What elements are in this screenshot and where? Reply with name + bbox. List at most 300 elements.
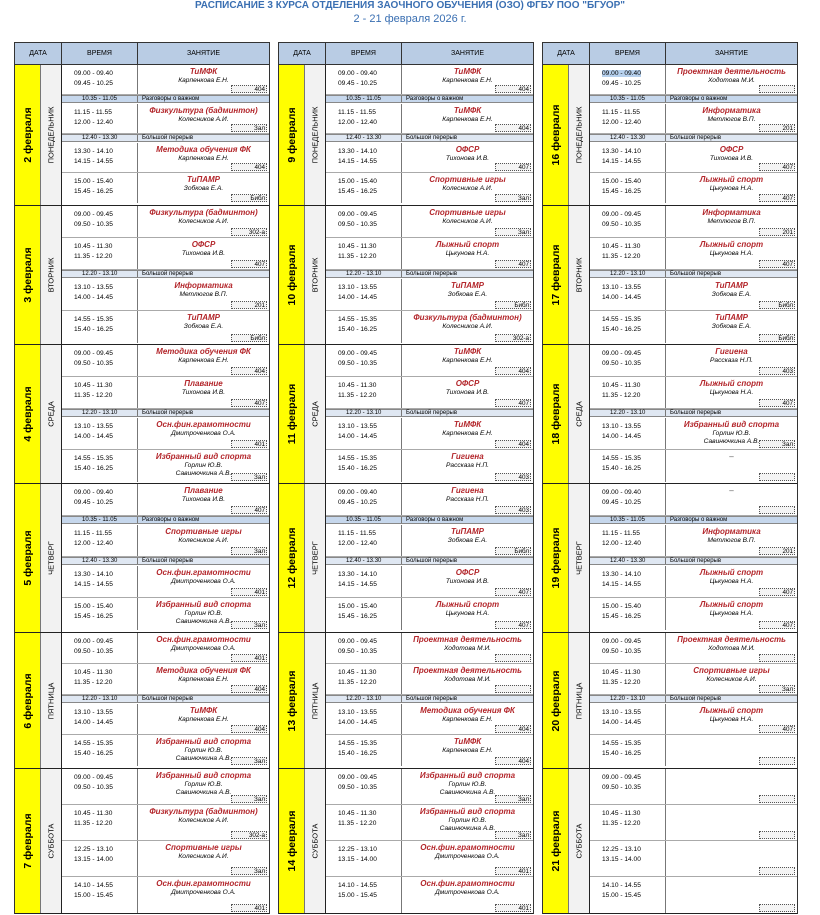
day-date-cell xyxy=(543,484,569,632)
slot-time: 14.55 - 15.35 15.40 - 16.25 xyxy=(62,311,138,343)
weekday-cell xyxy=(41,484,62,632)
day-block xyxy=(543,633,797,769)
room-cell: 201 xyxy=(759,124,795,132)
break-time: 12.20 - 13.10 xyxy=(62,410,138,416)
day-date-cell xyxy=(543,633,569,768)
class-slot xyxy=(62,104,269,134)
teacher-name: Ходотова М.И. xyxy=(444,645,491,652)
subject-name: Лыжный спорт xyxy=(699,706,764,715)
day-date-label: 2 февраля xyxy=(21,107,34,163)
room-cell: 407 xyxy=(495,163,531,171)
slot-time: 10.45 - 11.30 11.35 - 12.20 xyxy=(326,805,402,840)
slot-time: 09.00 - 09.45 09.50 - 10.35 xyxy=(326,769,402,804)
day-date-label: 4 февраля xyxy=(21,386,34,442)
class-slot xyxy=(590,877,797,913)
talk-band xyxy=(62,516,269,524)
column-header-date: ДАТА xyxy=(15,43,62,64)
talk-band xyxy=(326,95,533,103)
subject-name: Осн.фин.грамотности xyxy=(420,879,515,888)
day-block xyxy=(543,65,797,206)
slot-time: 13.10 - 13.55 14.00 - 14.45 xyxy=(326,279,402,310)
slot-time: 10.45 - 11.30 11.35 - 12.20 xyxy=(326,238,402,269)
break-label: Большой перерыв xyxy=(142,696,194,702)
slot-time: 09.00 - 09.45 09.50 - 10.35 xyxy=(590,769,666,804)
talk-band xyxy=(326,516,533,524)
room-cell: 407 xyxy=(759,260,795,268)
teacher-name: Карпенкова Е.Н. xyxy=(178,155,229,162)
date-range: 2 - 21 февраля 2026 г. xyxy=(353,13,467,25)
day-date-cell xyxy=(15,633,41,768)
break-band xyxy=(590,557,797,565)
teacher-name: Зобкова Е.А. xyxy=(711,291,752,298)
subject-name: Избранный вид спорта xyxy=(155,737,252,746)
weekday-label: ВТОРНИК xyxy=(46,257,56,293)
room-cell: 302-а xyxy=(231,831,267,839)
teacher-name: Колесников А.И. xyxy=(178,817,229,824)
slot-time: 11.15 - 11.55 12.00 - 12.40 xyxy=(62,104,138,133)
subject-name: Осн.фин.грамотности xyxy=(420,843,515,852)
slot-time: 13.30 - 14.10 14.15 - 14.55 xyxy=(62,143,138,172)
slot-time: 10.45 - 11.30 11.35 - 12.20 xyxy=(62,805,138,840)
subject-name: ТиМФК xyxy=(453,347,482,356)
weekday-cell xyxy=(41,206,62,344)
subject-name: ТиПАМР xyxy=(187,313,220,322)
teacher-name: Колесников А.И. xyxy=(178,537,229,544)
day-date-cell xyxy=(543,345,569,483)
class-slot xyxy=(62,735,269,766)
subject-name: ТиМФК xyxy=(453,106,482,115)
teacher-name: Колесников А.И. xyxy=(442,218,493,225)
subject-name: Лыжный спорт xyxy=(699,240,764,249)
class-slot xyxy=(590,311,797,343)
talk-label: Разговоры о важном xyxy=(670,96,728,102)
class-slot xyxy=(62,598,269,630)
teacher-name: Карпенкова Е.Н. xyxy=(178,676,229,683)
break-label: Большой перерыв xyxy=(406,271,458,277)
class-slot xyxy=(590,704,797,735)
subject-name: Избранный вид спорта xyxy=(419,807,516,816)
break-label: Большой перерыв xyxy=(670,135,722,141)
talk-time: 10.35 - 11.05 xyxy=(590,96,666,102)
class-slot xyxy=(590,279,797,311)
slot-time: 11.15 - 11.55 12.00 - 12.40 xyxy=(326,104,402,133)
slot-time: 14.55 - 15.35 15.40 - 16.25 xyxy=(326,450,402,482)
subject-name: Проектная деятельность xyxy=(413,635,522,644)
break-time: 12.40 - 13.30 xyxy=(326,135,402,141)
subject-name: Спортивные игры xyxy=(165,527,242,536)
weekday-cell xyxy=(569,345,590,483)
subject-name: Лыжный спорт xyxy=(699,568,764,577)
week-column xyxy=(542,42,798,914)
slot-time: 09.00 - 09.45 09.50 - 10.35 xyxy=(62,633,138,663)
teacher-name: Карпенкова Е.Н. xyxy=(178,77,229,84)
class-slot xyxy=(326,104,533,134)
teacher-name: Горлин Ю.В. Савинючкина А.В. xyxy=(439,781,496,796)
room-cell: 407 xyxy=(759,588,795,596)
class-slot xyxy=(62,805,269,841)
subject-name: Информатика xyxy=(702,208,761,217)
talk-label: Разговоры о важном xyxy=(142,96,200,102)
slot-time: 14.55 - 15.35 15.40 - 16.25 xyxy=(326,735,402,766)
day-date-cell xyxy=(15,345,41,483)
weekday-cell xyxy=(305,484,326,632)
subject-name: Информатика xyxy=(702,106,761,115)
break-band xyxy=(326,134,533,142)
room-cell: 401 xyxy=(231,654,267,662)
class-slot xyxy=(590,735,797,766)
slot-time: 15.00 - 15.40 15.45 - 16.25 xyxy=(62,598,138,630)
room-cell: 407 xyxy=(495,621,531,629)
teacher-name: Рассказа Н.П. xyxy=(446,496,489,503)
talk-time: 10.35 - 11.05 xyxy=(590,517,666,523)
class-slot xyxy=(590,769,797,805)
day-block xyxy=(543,484,797,633)
subject-name: Осн.фин.грамотности xyxy=(156,420,251,429)
class-slot xyxy=(62,664,269,695)
slot-time: 11.15 - 11.55 12.00 - 12.40 xyxy=(62,525,138,556)
day-date-cell xyxy=(279,633,305,768)
room-cell: Зал xyxy=(231,124,267,132)
room-cell: 201 xyxy=(759,547,795,555)
column-header-date: ДАТА xyxy=(543,43,590,64)
talk-band xyxy=(62,95,269,103)
break-band xyxy=(62,557,269,565)
day-block xyxy=(15,65,269,206)
weekday-label: ПЯТНИЦА xyxy=(574,682,584,719)
teacher-name: Тихонова И.В. xyxy=(445,389,490,396)
class-slot xyxy=(326,735,533,766)
slot-time: 09.00 - 09.45 09.50 - 10.35 xyxy=(326,633,402,663)
break-band xyxy=(62,695,269,703)
room-cell: 403 xyxy=(759,367,795,375)
room-cell: 404 xyxy=(495,367,531,375)
day-date-cell xyxy=(15,65,41,205)
slot-time: 09.00 - 09.45 09.50 - 10.35 xyxy=(62,206,138,237)
room-cell: Библ xyxy=(231,194,267,202)
subject-name: ОФСР xyxy=(455,145,480,154)
class-slot xyxy=(62,841,269,877)
table-header xyxy=(15,43,269,65)
slot-time: 10.45 - 11.30 11.35 - 12.20 xyxy=(590,805,666,840)
subject-name: ОФСР xyxy=(191,240,216,249)
teacher-name: Цькунова Н.А. xyxy=(709,250,754,257)
class-slot xyxy=(326,279,533,311)
subject-name: Гигиена xyxy=(715,347,748,356)
break-time: 12.20 - 13.10 xyxy=(590,271,666,277)
selected-time-text[interactable]: 09.00 - 09.40 xyxy=(602,70,641,77)
break-time: 12.20 - 13.10 xyxy=(62,696,138,702)
slot-time: 13.30 - 14.10 14.15 - 14.55 xyxy=(590,566,666,597)
class-slot xyxy=(62,311,269,343)
room-cell xyxy=(759,506,795,514)
room-cell: 404 xyxy=(495,725,531,733)
class-slot xyxy=(62,877,269,913)
room-cell: 401 xyxy=(231,588,267,596)
class-slot xyxy=(326,704,533,735)
break-band xyxy=(62,270,269,278)
teacher-name: Горлин Ю.В. Савинючкина А.В. xyxy=(175,462,232,477)
slot-time: 14.55 - 15.35 15.40 - 16.25 xyxy=(590,735,666,766)
day-date-label: 19 февраля xyxy=(549,527,562,589)
subject-name: Информатика xyxy=(702,527,761,536)
talk-band xyxy=(590,95,797,103)
day-date-cell xyxy=(279,769,305,913)
teacher-name: Тихонова И.В. xyxy=(181,250,226,257)
teacher-name: Дмитроченкова О.А. xyxy=(171,889,236,896)
subject-name: ТиПАМР xyxy=(187,175,220,184)
day-date-label: 21 февраля xyxy=(549,810,562,872)
break-band xyxy=(62,134,269,142)
teacher-name: Карпенкова Е.Н. xyxy=(442,357,493,364)
class-slot xyxy=(326,633,533,664)
class-slot xyxy=(326,484,533,516)
break-time: 12.20 - 13.10 xyxy=(590,410,666,416)
room-cell xyxy=(759,831,795,839)
column-header-class: ЗАНЯТИЕ xyxy=(715,50,748,57)
week-column xyxy=(278,42,534,914)
subject-name: ТиМФК xyxy=(189,706,218,715)
class-slot xyxy=(590,104,797,134)
subject-name: Проектная деятельность xyxy=(677,67,786,76)
room-cell: Зал xyxy=(495,831,531,839)
room-cell: Зал xyxy=(231,547,267,555)
subject-name: ТиМФК xyxy=(453,420,482,429)
room-cell xyxy=(759,904,795,912)
subject-name: Спортивные игры xyxy=(429,208,506,217)
day-date-label: 7 февраля xyxy=(21,813,34,869)
day-date-cell xyxy=(279,65,305,205)
talk-label: Разговоры о важном xyxy=(670,517,728,523)
teacher-name: Горлин Ю.В. Савинючкина А.В. xyxy=(175,781,232,796)
break-band xyxy=(590,409,797,417)
class-slot xyxy=(62,418,269,450)
class-slot xyxy=(326,566,533,598)
room-cell: Зал xyxy=(231,795,267,803)
slot-time: 10.45 - 11.30 11.35 - 12.20 xyxy=(590,664,666,694)
room-cell: 407 xyxy=(759,194,795,202)
slot-time: 13.10 - 13.55 14.00 - 14.45 xyxy=(326,704,402,734)
day-date-cell xyxy=(15,206,41,344)
subject-name: – xyxy=(729,452,734,461)
room-cell xyxy=(495,654,531,662)
subject-name: Методика обучения ФК xyxy=(156,666,251,675)
room-cell: Библ xyxy=(759,301,795,309)
weekday-cell xyxy=(41,769,62,913)
weekday-cell xyxy=(41,65,62,205)
page-title: РАСПИСАНИЕ 3 КУРСА ОТДЕЛЕНИЯ ЗАОЧНОГО ОБУЧЕНИЯ (ОЗО) ФГБУ ПОО "БГУОР" xyxy=(194,0,626,11)
slot-time: 15.00 - 15.40 15.45 - 16.25 xyxy=(590,173,666,203)
class-slot xyxy=(62,279,269,311)
room-cell: Зал xyxy=(231,757,267,765)
day-block xyxy=(15,484,269,633)
class-slot xyxy=(62,345,269,377)
subject-name: Проектная деятельность xyxy=(413,666,522,675)
break-time: 12.20 - 13.10 xyxy=(326,696,402,702)
day-date-label: 17 февраля xyxy=(549,244,562,306)
slot-time: 09.00 - 09.45 09.50 - 10.35 xyxy=(326,206,402,237)
room-cell: Зал xyxy=(495,194,531,202)
subject-name: ОФСР xyxy=(455,379,480,388)
teacher-name: Цькунова Н.А. xyxy=(709,610,754,617)
talk-time: 10.35 - 11.05 xyxy=(326,96,402,102)
subject-name: Гигиена xyxy=(451,486,484,495)
weekday-cell xyxy=(569,484,590,632)
subject-name: Гигиена xyxy=(451,452,484,461)
break-time: 12.20 - 13.10 xyxy=(326,271,402,277)
room-cell: 404 xyxy=(231,163,267,171)
teacher-name: Дмитроченкова О.А. xyxy=(171,645,236,652)
room-cell: 302-а xyxy=(231,228,267,236)
break-band xyxy=(326,409,533,417)
teacher-name: Колесников А.И. xyxy=(442,323,493,330)
break-label: Большой перерыв xyxy=(142,135,194,141)
room-cell: Библ xyxy=(231,334,267,342)
teacher-name: Цькунова Н.А. xyxy=(709,185,754,192)
subject-name: Спортивные игры xyxy=(165,843,242,852)
class-slot xyxy=(590,805,797,841)
teacher-name: Дмитроченкова О.А. xyxy=(171,578,236,585)
break-time: 12.20 - 13.10 xyxy=(62,271,138,277)
class-slot xyxy=(326,345,533,377)
weekday-cell xyxy=(569,633,590,768)
slot-time: 14.10 - 14.55 15.00 - 15.45 xyxy=(326,877,402,913)
break-band xyxy=(326,557,533,565)
day-block xyxy=(543,206,797,345)
weekday-cell xyxy=(305,206,326,344)
slot-time: 15.00 - 15.40 15.45 - 16.25 xyxy=(62,173,138,203)
teacher-name: Колесников А.И. xyxy=(178,218,229,225)
day-block xyxy=(15,345,269,484)
subject-name: Лыжный спорт xyxy=(699,379,764,388)
day-date-label: 13 февраля xyxy=(285,670,298,731)
weekday-label: ЧЕТВЕРГ xyxy=(46,541,56,575)
room-cell: Зал xyxy=(759,440,795,448)
break-band xyxy=(326,270,533,278)
teacher-name: Метлюгов В.П. xyxy=(707,116,756,123)
room-cell: 407 xyxy=(231,399,267,407)
teacher-name: Цькунова Н.А. xyxy=(709,578,754,585)
slot-time: 09.00 - 09.40 09.45 - 10.25 xyxy=(590,65,666,94)
slot-time: 09.00 - 09.45 09.50 - 10.35 xyxy=(62,345,138,376)
room-cell: 404 xyxy=(495,124,531,132)
break-label: Большой перерыв xyxy=(670,271,722,277)
slot-time: 14.55 - 15.35 15.40 - 16.25 xyxy=(62,450,138,482)
subject-name: Избранный вид спорта xyxy=(155,771,252,780)
slot-time: 09.00 - 09.40 09.45 - 10.25 xyxy=(590,484,666,515)
teacher-name: Зобкова Е.А. xyxy=(447,537,488,544)
teacher-name: Тихонова И.В. xyxy=(445,578,490,585)
weekday-label: СУББОТА xyxy=(310,823,320,859)
break-band xyxy=(590,270,797,278)
subject-name: Информатика xyxy=(174,281,233,290)
slot-time: 12.25 - 13.10 13.15 - 14.00 xyxy=(326,841,402,876)
break-label: Большой перерыв xyxy=(670,696,722,702)
weekday-label: ВТОРНИК xyxy=(574,257,584,293)
week-column xyxy=(14,42,270,914)
break-time: 12.20 - 13.10 xyxy=(590,696,666,702)
day-date-label: 3 февраля xyxy=(21,247,34,303)
slot-time: 10.45 - 11.30 11.35 - 12.20 xyxy=(590,377,666,408)
day-date-label: 14 февраля xyxy=(285,810,298,872)
class-slot xyxy=(62,484,269,516)
day-date-label: 6 февраля xyxy=(21,672,34,729)
weekday-label: ЧЕТВЕРГ xyxy=(310,541,320,575)
class-slot xyxy=(62,566,269,598)
teacher-name: Метлюгов В.П. xyxy=(179,291,228,298)
class-slot xyxy=(326,238,533,270)
room-cell: 401 xyxy=(231,904,267,912)
teacher-name: Ходотова М.И. xyxy=(708,645,755,652)
class-slot xyxy=(590,206,797,238)
weekday-label: СРЕДА xyxy=(574,401,584,427)
room-cell: 404 xyxy=(231,85,267,93)
break-label: Большой перерыв xyxy=(142,271,194,277)
class-slot xyxy=(590,418,797,450)
day-date-label: 5 февраля xyxy=(21,530,34,586)
slot-time: 13.30 - 14.10 14.15 - 14.55 xyxy=(326,143,402,172)
teacher-name: Карпенкова Е.Н. xyxy=(178,357,229,364)
teacher-name: Тихонова И.В. xyxy=(181,389,226,396)
subject-name: Плавание xyxy=(184,379,223,388)
class-slot xyxy=(326,206,533,238)
break-label: Большой перерыв xyxy=(670,410,722,416)
room-cell: 201 xyxy=(231,301,267,309)
subject-name: Лыжный спорт xyxy=(435,240,500,249)
slot-time: 12.25 - 13.10 13.15 - 14.00 xyxy=(590,841,666,876)
subject-name: Избранный вид спорта xyxy=(155,600,252,609)
class-slot xyxy=(326,418,533,450)
room-cell xyxy=(759,795,795,803)
subject-name: Физкультура (бадминтон) xyxy=(149,208,258,217)
weekday-cell xyxy=(305,769,326,913)
class-slot xyxy=(590,238,797,270)
break-label: Большой перерыв xyxy=(406,558,458,564)
weekday-cell xyxy=(569,206,590,344)
slot-time: 10.45 - 11.30 11.35 - 12.20 xyxy=(62,377,138,408)
teacher-name: Ходотова М.И. xyxy=(444,676,491,683)
teacher-name: Зобкова Е.А. xyxy=(711,323,752,330)
weekday-label: ВТОРНИК xyxy=(310,257,320,293)
slot-time: 10.45 - 11.30 11.35 - 12.20 xyxy=(62,664,138,694)
break-band xyxy=(62,409,269,417)
subject-name: ТиМФК xyxy=(453,67,482,76)
teacher-name: Колесников А.И. xyxy=(178,116,229,123)
teacher-name: Зобкова Е.А. xyxy=(447,291,488,298)
room-cell: Зал xyxy=(231,621,267,629)
subject-name: ТиПАМР xyxy=(715,313,748,322)
teacher-name: Карпенкова Е.Н. xyxy=(442,747,493,754)
class-slot xyxy=(590,173,797,203)
table-header xyxy=(279,43,533,65)
subject-name: Спортивные игры xyxy=(429,175,506,184)
class-slot xyxy=(590,143,797,173)
break-time: 12.40 - 13.30 xyxy=(590,558,666,564)
slot-time: 13.10 - 13.55 14.00 - 14.45 xyxy=(590,704,666,734)
room-cell: 407 xyxy=(759,163,795,171)
teacher-name: Ходотова М.И. xyxy=(708,77,755,84)
subject-name: Осн.фин.грамотности xyxy=(156,635,251,644)
subject-name: Проектная деятельность xyxy=(677,635,786,644)
room-cell: Зал xyxy=(231,867,267,875)
slot-time: 13.10 - 13.55 14.00 - 14.45 xyxy=(590,418,666,449)
class-slot xyxy=(62,173,269,203)
weekday-cell xyxy=(41,633,62,768)
class-slot xyxy=(326,664,533,695)
day-date-label: 20 февраля xyxy=(549,670,562,731)
slot-time: 13.30 - 14.10 14.15 - 14.55 xyxy=(590,143,666,172)
day-block xyxy=(543,769,797,914)
slot-time: 14.55 - 15.35 15.40 - 16.25 xyxy=(326,311,402,343)
